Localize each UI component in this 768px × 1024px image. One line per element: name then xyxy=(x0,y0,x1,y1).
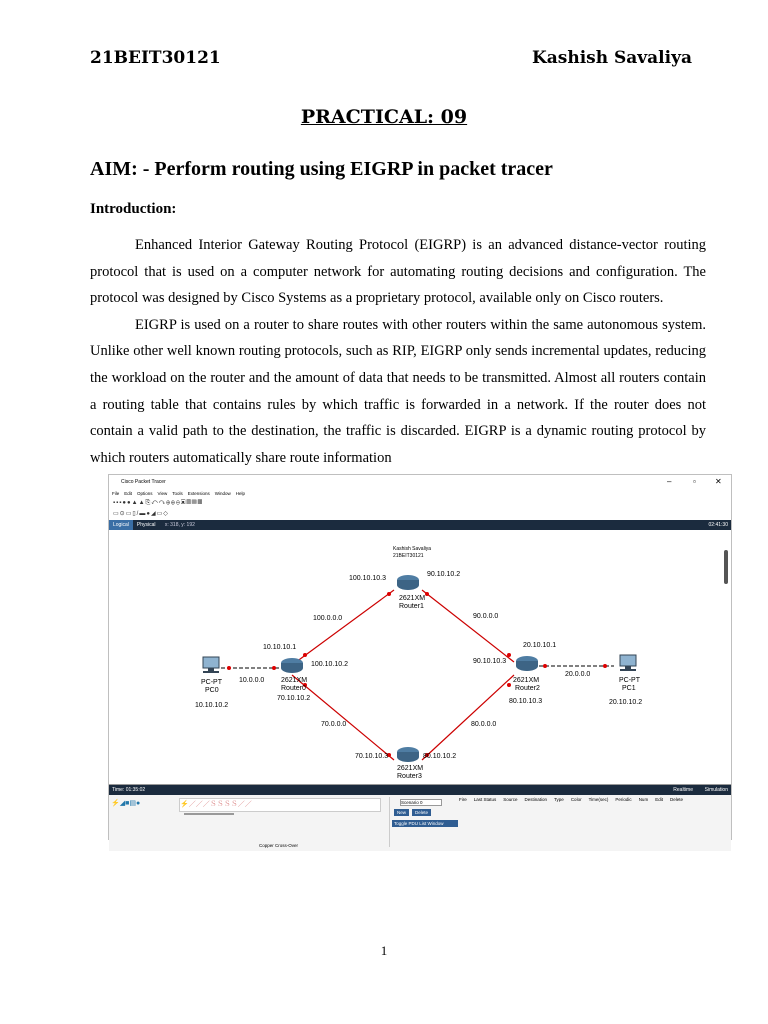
pdu-col-fire: Fire xyxy=(459,797,467,802)
author-id-label: 21BEIT30121 xyxy=(393,553,424,559)
label: 90.10.10.2 xyxy=(427,571,461,578)
minimize-icon[interactable]: – xyxy=(667,477,672,486)
menu-help[interactable]: Help xyxy=(235,491,246,496)
tab-logical[interactable]: Logical xyxy=(109,520,133,530)
connection-types[interactable]: ⚡／／／ＳＳＳＳ／／ xyxy=(179,798,381,812)
link-dot xyxy=(387,592,391,596)
link-dot xyxy=(543,664,547,668)
router3-icon xyxy=(397,747,419,762)
label: 20.10.10.2 xyxy=(609,699,643,706)
label: 80.0.0.0 xyxy=(471,721,497,728)
link-dot xyxy=(425,592,429,596)
pt-toolbar[interactable]: ▪▪▪●●▲▲⎘↶↷⊕⊕⊖▣▤▥▦ xyxy=(109,498,731,509)
label: 70.10.10.2 xyxy=(277,695,311,702)
maximize-icon[interactable]: ▫ xyxy=(693,477,696,486)
label: 90.0.0.0 xyxy=(473,613,499,620)
router0-name: Router0 xyxy=(281,685,306,692)
author-name: Kashish Savaliya xyxy=(531,48,692,68)
router3-model: 2621XM xyxy=(397,765,424,772)
close-icon[interactable]: ✕ xyxy=(715,477,722,486)
pdu-col-type: Type xyxy=(554,797,564,802)
router1-name: Router1 xyxy=(399,603,424,610)
pc0-name: PC0 xyxy=(205,687,219,694)
pt-menubar xyxy=(109,489,731,498)
device-category-icons[interactable]: ⚡◢■▤● xyxy=(111,800,141,807)
simulation-tab[interactable]: Simulation xyxy=(704,787,728,793)
clock: 02:41:30 xyxy=(708,522,728,528)
tab-physical[interactable]: Physical xyxy=(136,522,156,528)
link-dot xyxy=(507,653,511,657)
label: 10.10.10.2 xyxy=(195,702,229,709)
realtime-tab[interactable]: Realtime xyxy=(673,787,693,793)
router2-model: 2621XM xyxy=(513,677,540,684)
pt-titlebar xyxy=(109,475,731,489)
menu-file[interactable]: File xyxy=(112,491,120,496)
pdu-col-delete: Delete xyxy=(669,797,683,802)
label: 10.0.0.0 xyxy=(239,677,265,684)
intro-heading: Introduction: xyxy=(90,201,177,217)
menu-extensions[interactable]: Extensions xyxy=(187,491,210,496)
pdu-col-time: Time(sec) xyxy=(588,797,609,802)
router2-icon xyxy=(516,656,538,671)
cable-type-label: Copper Cross-Over xyxy=(259,843,299,848)
body-text xyxy=(90,232,706,471)
link-dot xyxy=(303,653,307,657)
label: 70.10.10.3 xyxy=(355,753,389,760)
topology-diagram xyxy=(109,530,729,784)
label: 100.10.10.2 xyxy=(311,661,348,668)
aim-heading: AIM: - Perform routing using EIGRP in packet tracer xyxy=(90,158,553,180)
scenario-panel xyxy=(389,797,460,847)
pdu-table-header xyxy=(459,797,683,802)
paragraph: EIGRP is used on a router to share routes with other routers within the same autonomous system. Unlike other well known routing protocols, such as RIP, EIGRP only sends incremental updates, reducing the workload on the router and the amount of data that needs to be transmitted. Almost all routers contain a routing table that contains rules by which traffic is forwarded in a network. If the router does not contain a valid path to the destination, the traffic is discarded. EIGRP is a dynamic routing protocol by which routers automatically share route information xyxy=(90,316,706,466)
pt-app-title: Cisco Packet Tracer xyxy=(121,479,166,485)
link-r0-r1 xyxy=(292,590,394,665)
pt-workspace[interactable] xyxy=(109,530,731,785)
coords: x: 318, y: 192 xyxy=(164,522,195,528)
router0-model: 2621XM xyxy=(281,677,308,684)
menu-options[interactable]: Options xyxy=(137,491,153,496)
roll-number: 21BEIT30121 xyxy=(90,48,221,68)
delete-button[interactable]: Delete xyxy=(412,809,431,816)
page-title: PRACTICAL: 09 xyxy=(300,106,468,128)
pc0-icon xyxy=(203,657,219,673)
pdu-col-source: Source xyxy=(503,797,518,802)
new-button[interactable]: New xyxy=(394,809,409,816)
pc1-icon xyxy=(620,655,636,671)
label: 70.0.0.0 xyxy=(321,721,347,728)
menu-view[interactable]: View xyxy=(157,491,168,496)
router0-icon xyxy=(281,658,303,673)
label: 20.0.0.0 xyxy=(565,671,591,678)
link-r1-r2 xyxy=(422,590,514,662)
page-number: 1 xyxy=(380,943,388,958)
paragraph: Enhanced Interior Gateway Routing Protocol (EIGRP) is an advanced distance-vector routing protocol that is used on a computer network for automating routing decisions and configuration. The protocol was designed by Cisco Systems as a proprietary protocol, available only on Cisco routers. xyxy=(90,237,706,307)
scenario-buttons xyxy=(394,810,460,815)
menu-edit[interactable]: Edit xyxy=(124,491,133,496)
link-r0-r3 xyxy=(292,675,394,760)
scenario-select[interactable]: Scenario 0 xyxy=(400,799,442,806)
label: 90.10.10.3 xyxy=(473,658,507,665)
pc1-model: PC-PT xyxy=(619,677,640,684)
pt-timebar xyxy=(109,785,731,795)
pdu-col-periodic: Periodic xyxy=(615,797,632,802)
link-dot xyxy=(507,683,511,687)
toggle-pdu-button[interactable]: Toggle PDU List Window xyxy=(392,820,458,827)
router1-icon xyxy=(397,575,419,590)
router2-name: Router2 xyxy=(515,685,540,692)
label: 80.10.10.3 xyxy=(509,698,543,705)
pdu-col-last-status: Last Status xyxy=(473,797,497,802)
pt-toolbar-2[interactable]: ▭⊙▭▯/▬●◢▭◇ xyxy=(109,509,731,520)
link-dot xyxy=(227,666,231,670)
link-dot xyxy=(603,664,607,668)
router3-name: Router3 xyxy=(397,773,422,780)
router1-model: 2621XM xyxy=(399,595,426,602)
pdu-col-destination: Destination xyxy=(524,797,548,802)
label: 80.10.10.2 xyxy=(423,753,457,760)
menu-tools[interactable]: Tools xyxy=(172,491,183,496)
pdu-col-color: Color xyxy=(570,797,582,802)
label: 10.10.10.1 xyxy=(263,644,297,651)
label: 100.0.0.0 xyxy=(313,615,343,622)
pt-device-panel xyxy=(109,795,731,851)
link-dot xyxy=(272,666,276,670)
author-label: Kashish Savaliya xyxy=(393,546,432,552)
label: 20.10.10.1 xyxy=(523,642,557,649)
label: 100.10.10.3 xyxy=(349,575,386,582)
pt-workspace-bar xyxy=(109,520,731,530)
pc0-model: PC-PT xyxy=(201,679,222,686)
time-display: Time: 01:35:02 xyxy=(112,787,146,793)
pc1-name: PC1 xyxy=(622,685,636,692)
packet-tracer-screenshot xyxy=(108,474,732,848)
link-r2-r3 xyxy=(422,675,514,760)
pdu-col-num: Num xyxy=(638,797,649,802)
pdu-col-edit: Edit xyxy=(655,797,663,802)
cable-scroll[interactable] xyxy=(184,813,234,815)
menu-window[interactable]: Window xyxy=(214,491,231,496)
